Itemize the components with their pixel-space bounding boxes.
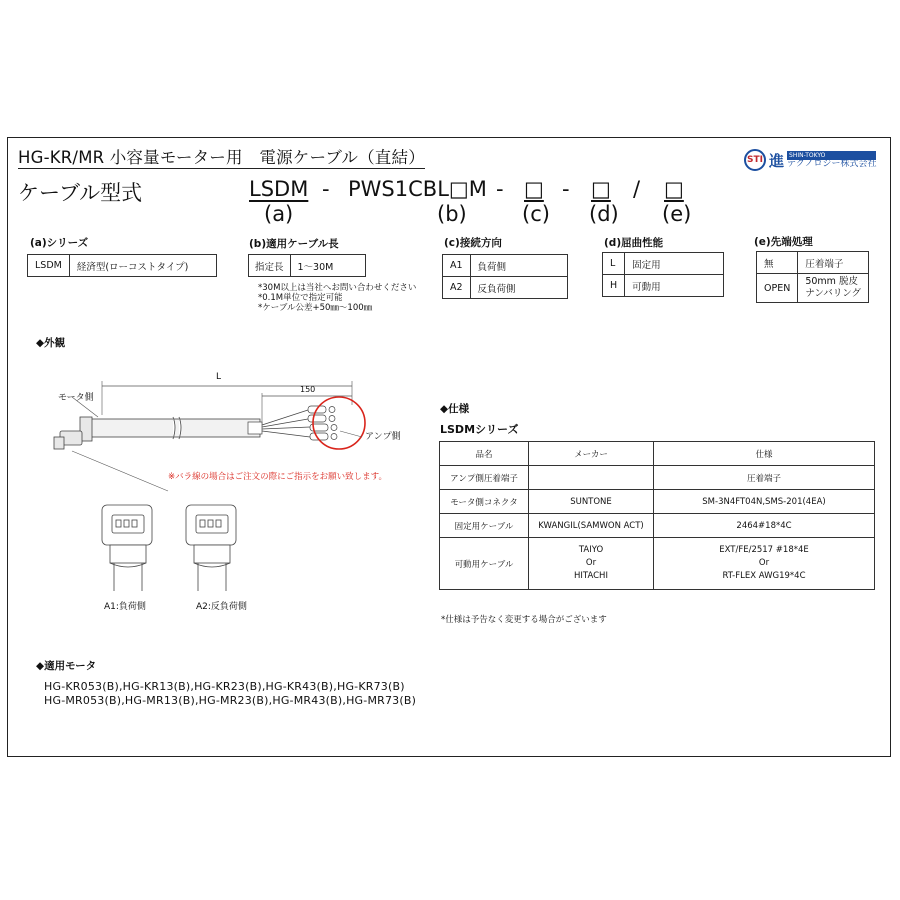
section-d-title: (d)屈曲性能 <box>604 237 664 249</box>
table-cell: A2 <box>443 277 471 299</box>
table-cell: 負荷側 <box>470 255 567 277</box>
cell-line: Or <box>585 558 597 568</box>
table-cell: OPEN <box>757 274 798 303</box>
motor-side-label: モータ側 <box>58 393 94 403</box>
dimension-l-label: L <box>216 372 222 382</box>
company-logo <box>744 149 876 171</box>
connector-a1 <box>102 505 152 591</box>
table-cell: アンプ側圧着端子 <box>440 466 529 490</box>
table-cell: 無 <box>757 252 798 274</box>
spec-series: LSDMシリーズ <box>440 423 519 436</box>
terminal-highlight-circle <box>313 397 365 449</box>
cell-line: TAIYO <box>578 545 604 555</box>
table-row <box>440 538 875 590</box>
table-cell: L <box>603 253 625 275</box>
model-sub-a: (a) <box>264 202 294 226</box>
page-title: HG-KR/MR 小容量モーター用 電源ケーブル（直結） <box>18 144 425 169</box>
model-dash-1: - <box>322 177 330 201</box>
table-cell: 指定長 <box>249 255 291 277</box>
motors-list <box>44 680 416 708</box>
dimension-150-label: 150 <box>300 385 316 394</box>
table-cell: SUNTONE <box>529 490 654 514</box>
table-cell: 反負荷側 <box>470 277 567 299</box>
model-part-pws: PWS1CBL□M <box>348 177 487 201</box>
motor-line: HG-MR053(B),HG-MR13(B),HG-MR23(B),HG-MR43(B),HG-MR73(B) <box>44 694 417 707</box>
table-cell <box>798 274 869 303</box>
model-part-d: □ <box>591 177 611 201</box>
model-dash-3: - <box>562 177 570 201</box>
section-e-table <box>756 251 869 303</box>
table-cell <box>654 538 875 590</box>
table-cell: H <box>603 275 625 297</box>
section-b-notes <box>258 283 416 313</box>
table-cell: LSDM <box>28 255 70 277</box>
table-cell: 圧着端子 <box>654 466 875 490</box>
section-a-title: (a)シリーズ <box>30 237 89 249</box>
table-row <box>440 490 875 514</box>
table-cell: 1～30M <box>290 255 365 277</box>
cable-wires <box>262 410 310 437</box>
note-line: *0.1M単位で指定可能 <box>258 293 343 303</box>
section-c-title: (c)接続方向 <box>444 237 502 249</box>
spec-title: ◆仕様 <box>440 403 470 415</box>
logo-mark-icon: STI <box>744 149 766 171</box>
table-cell: SM-3N4FT04N,SMS-201(4EA) <box>654 490 875 514</box>
note-line: *ケーブル公差+50㎜～100㎜ <box>258 303 373 313</box>
section-c-table <box>442 254 568 299</box>
model-slash: / <box>633 177 641 201</box>
note-line: *30M以上は当社へお問い合わせください <box>258 283 417 293</box>
table-header: メーカー <box>529 442 654 466</box>
cell-line: EXT/FE/2517 #18*4E <box>719 545 809 555</box>
cell-line: 50mm 脱皮 <box>805 276 858 287</box>
table-cell: 経済型(ローコストタイプ) <box>69 255 216 277</box>
model-dash-2: - <box>496 177 504 201</box>
model-part-c: □ <box>524 177 544 201</box>
logo-company-name: テクノロジー株式会社 <box>787 159 877 169</box>
table-cell: A1 <box>443 255 471 277</box>
table-header: 品名 <box>440 442 529 466</box>
cell-line: Or <box>758 558 770 568</box>
table-row <box>440 514 875 538</box>
table-cell <box>529 466 654 490</box>
table-cell: KWANGIL(SAMWON ACT) <box>529 514 654 538</box>
section-b-title: (b)適用ケーブル長 <box>249 238 339 250</box>
cable-drawing <box>40 365 420 625</box>
cell-line: HITACHI <box>574 571 608 581</box>
motor-connector <box>54 417 92 449</box>
connector-a1-label: A1:負荷側 <box>104 602 146 612</box>
section-b-table <box>248 254 366 277</box>
table-cell: 固定用ケーブル <box>440 514 529 538</box>
appearance-title: ◆外観 <box>36 337 66 349</box>
logo-top-text: SHIN-TOKYO <box>787 151 876 160</box>
model-sub-c: (c) <box>522 202 550 226</box>
model-part-e: □ <box>664 177 684 201</box>
leader-amp <box>340 431 362 437</box>
table-header: 仕様 <box>654 442 875 466</box>
spec-table <box>439 441 875 590</box>
model-sub-b: (b) <box>437 202 467 226</box>
table-row <box>440 466 875 490</box>
logo-jin: 進 <box>769 151 785 170</box>
table-cell: 可動用 <box>625 275 724 297</box>
spec-note: *仕様は予告なく変更する場合がございます <box>441 615 607 625</box>
model-sub-d: (d) <box>589 202 619 226</box>
section-a-table <box>27 254 217 277</box>
model-sub-e: (e) <box>662 202 692 226</box>
table-cell: 2464#18*4C <box>654 514 875 538</box>
table-cell: 圧着端子 <box>798 252 869 274</box>
table-cell: 固定用 <box>625 253 724 275</box>
loose-wire-warning: ※バラ線の場合はご注文の際にご指示をお願い致します。 <box>168 472 387 482</box>
model-part-lsdm: LSDM <box>249 177 309 201</box>
motors-title: ◆適用モータ <box>36 660 97 672</box>
table-cell <box>529 538 654 590</box>
table-cell: 可動用ケーブル <box>440 538 529 590</box>
connector-a2 <box>186 505 236 591</box>
cell-line: ナンバリング <box>805 288 861 299</box>
cell-line: RT-FLEX AWG19*4C <box>722 571 806 581</box>
connector-a2-label: A2:反負荷側 <box>196 602 247 612</box>
table-cell: モータ側コネクタ <box>440 490 529 514</box>
section-d-table <box>602 252 724 297</box>
motor-line: HG-KR053(B),HG-KR13(B),HG-KR23(B),HG-KR43(B),HG-KR73(B) <box>44 680 405 693</box>
amp-side-label: アンプ側 <box>365 432 401 442</box>
model-label: ケーブル型式 <box>18 181 143 205</box>
section-e-title: (e)先端処理 <box>754 236 813 248</box>
